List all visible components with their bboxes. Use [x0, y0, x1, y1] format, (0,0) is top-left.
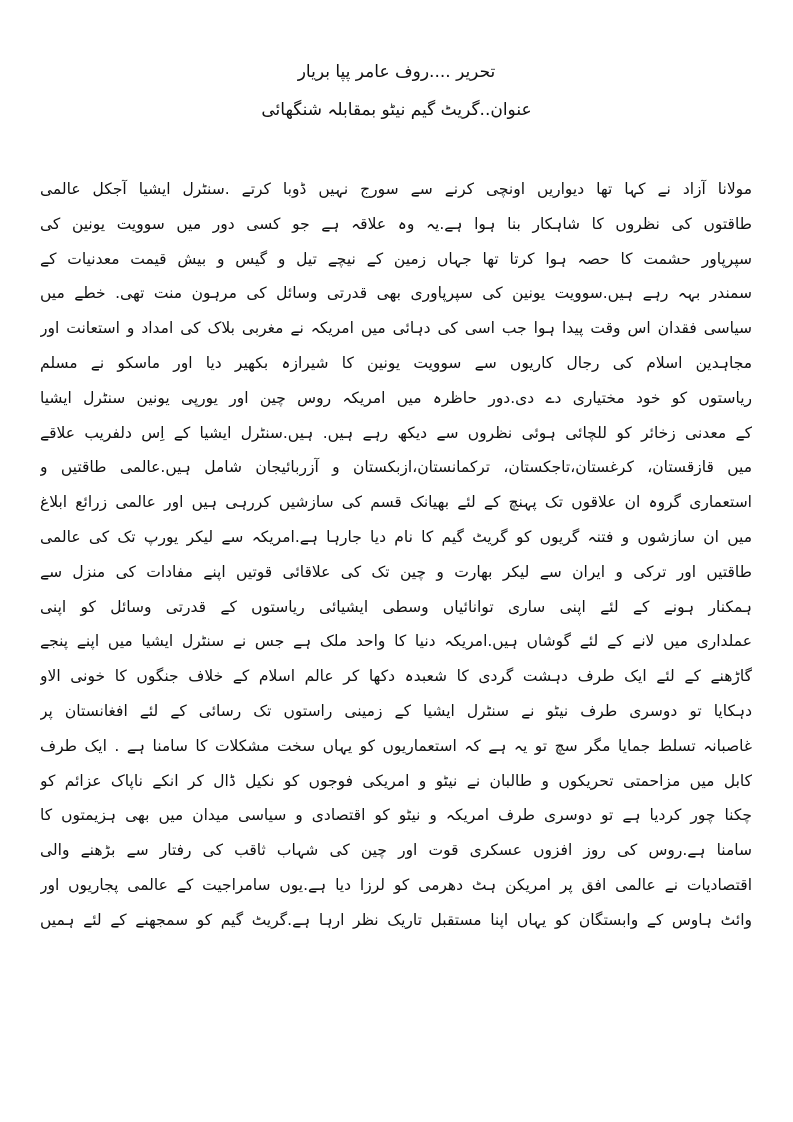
body-line: طاقتوں کی نظروں کا شاہکار بنا ہوا ہے.یہ وہ علاقہ ہے جو کسی دور میں سوویت یونین کی: [40, 214, 752, 233]
body-line: سپرپاور حشمت کا حصہ ہوا کرتا تھا جہاں زمین کے نیچے تیل و گیس و بیش قیمت معدنیات کے: [40, 249, 752, 268]
body-line: ہمکنار ہونے کے لئے اپنی ساری توانائیاں وسطی ایشیائی ریاستوں کے قدرتی وسائل کو اپنی: [40, 597, 752, 616]
body-line: عملداری میں لانے کے لئے گوشاں ہیں.امریکہ دنیا کا واحد ملک ہے جس نے سنٹرل ایشیا میں اپنے پنجے: [40, 632, 752, 651]
body-line: غاصبانہ تسلط جمایا مگر سچ تو یہ ہے کہ استعماریوں کو یہاں سخت مشکلات کا سامنا ہے . ایک طرف: [40, 736, 752, 755]
body-line: میں ان سازشوں و فتنہ گریوں کو گریٹ گیم کا نام دیا جارہا ہے.امریکہ سے لیکر یورپ تک کی عالمی: [40, 527, 752, 546]
body-line: دہکایا تو دوسری طرف نیٹو نے سنٹرل ایشیا کے زمینی راستوں تک رسائی کے لئے افغانستان پر: [40, 701, 752, 720]
article-title: عنوان..گریٹ گیم نیٹو بمقابلہ شنگھائی: [261, 100, 532, 120]
body-line: سیاسی فقدان اس وقت پیدا ہوا جب اسی کی دہائی میں امریکہ نے مغربی بلاک کی امداد و استعانت اور: [40, 319, 752, 338]
body-line: اقتصادیات نے عالمی افق پر امریکن ہٹ دھرمی کو لرزا دیا ہے.یوں سامراجیت کے عالمی پجاریوں اور: [40, 875, 752, 894]
byline: تحریر ....روف عامر پپا بریار: [297, 62, 496, 82]
body-line: کے معدنی زخائر کو للچائی ہوئی نظروں سے دیکھ رہے ہیں. ہیں.سنٹرل ایشیا کے اِس دلفریب علاقے: [40, 423, 752, 442]
body-line: استعماری گروہ ان علاقوں تک پہنچ کے لئے بھیانک قسم کی سازشیں کررہی ہیں اور عالمی زرائع ابلاغ: [40, 493, 752, 512]
body-line: وائٹ ہاوس کے وابستگان کو یہاں اپنا مستقبل تاریک نظر ارہا ہے.گریٹ گیم کو سمجھنے کے لئے ہمیں: [40, 910, 752, 929]
body-line: سمندر بہہ رہے ہیں.سوویت یونین کی سپرپاوری بھی قدرتی وسائل کی مرہون منت تھی. خطے میں: [40, 284, 752, 303]
body-line: ریاستوں کو خود مختیاری دے دی.دور حاظرہ میں امریکہ روس چین اور یورپی یونین سنٹرل ایشیا: [40, 388, 752, 407]
body-line: مولانا آزاد نے کہا تھا دیواریں اونچی کرنے سے سورج نہیں ڈوبا کرتے .سنٹرل ایشیا آجکل عالمی: [40, 180, 752, 198]
body-line: سامنا ہے.روس کی روز افزوں عسکری قوت اور چین کی شہاب ثاقب کی رفتار سے بڑھنے والی: [40, 841, 752, 860]
body-line: کابل میں مزاحمتی تحریکوں و طالبان نے نیٹو و امریکی فوجوں کو نکیل ڈال کر انکے ناپاک عزائم کو: [40, 771, 752, 790]
body-line: مجاہدین اسلام کی رجال کاریوں سے سوویت یونین کا شیرازہ بکھیر دیا اور ماسکو نے مسلم: [40, 353, 752, 372]
article-body: [40, 172, 752, 938]
body-line: طاقتیں اور ترکی و ایران سے لیکر بھارت و چین تک کی علاقائی قوتیں اپنے مفادات کی منزل سے: [40, 562, 752, 581]
body-line: گاڑھنے کے لئے ایک طرف دہشت گردی کا شعبدہ دکھا کر عالم اسلام کے خلاف جنگوں کا خونی الاو: [40, 667, 752, 686]
body-line: چکنا چور کردیا ہے تو دوسری طرف امریکہ و نیٹو کو اقتصادی و سیاسی میدان میں بھی ہزیمتوں کا: [40, 806, 752, 825]
body-line: میں قازقستان، کرغستان،تاجکستان، ترکمانستان،ازبکستان و آزربائیجان شامل ہیں.عالمی طاقتیں و: [40, 458, 752, 477]
